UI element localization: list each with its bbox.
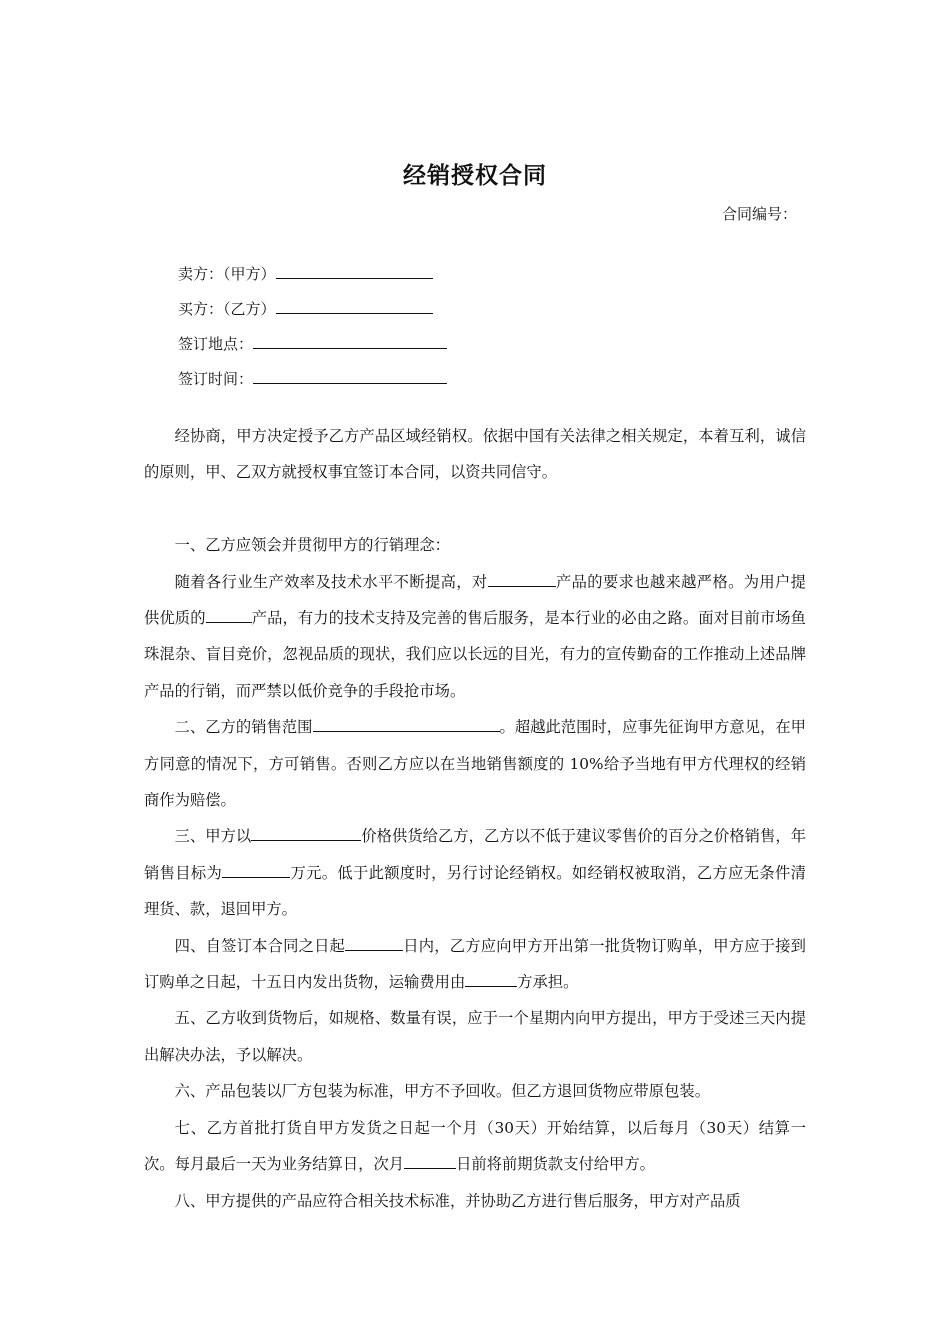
clause-5-paragraph: 五、乙方收到货物后，如规格、数量有误，应于一个星期内向甲方提出，甲方于受述三天内提出解决办法，予以解决。	[144, 1009, 806, 1064]
clause-7-text-b: 日前将前期货款支付给甲方。	[456, 1155, 655, 1174]
clause-8-paragraph: 八、甲方提供的产品应符合相关技术标准，并协助乙方进行售后服务，甲方对产品质	[174, 1191, 741, 1210]
contract-body	[144, 418, 806, 1219]
clause-1-paragraph	[144, 564, 806, 710]
clause-1-text-a: 随着各行业生产效率及技术水平不断提高，对	[174, 572, 488, 591]
place-blank	[253, 332, 447, 349]
clause-3-paragraph	[144, 818, 806, 927]
buyer-label: 买方：（乙方）	[178, 300, 276, 318]
contract-number-label: 合同编号：	[721, 205, 797, 223]
buyer-line	[178, 297, 433, 319]
sales-target-blank	[222, 863, 290, 878]
clause-4-text-a: 四、自签订本合同之日起	[174, 936, 346, 955]
time-blank	[253, 367, 447, 384]
payment-day-blank	[404, 1154, 456, 1169]
product-name-blank	[488, 572, 556, 587]
clause-2-paragraph	[144, 709, 806, 818]
seller-label: 卖方：（甲方）	[178, 265, 276, 283]
buyer-blank	[276, 297, 433, 314]
document-title: 经销授权合同	[403, 163, 547, 189]
intro-paragraph: 经协商，甲方决定授予乙方产品区域经销权。依据中国有关法律之相关规定，本着互利，诚信的原则，甲、乙双方就授权事宜签订本合同，以资共同信守。	[144, 427, 806, 482]
supply-price-blank	[251, 826, 361, 841]
product-quality-blank	[206, 608, 252, 623]
clause-4-text-c: 方承担。	[517, 973, 579, 992]
clause-1-title: 一、乙方应领会并贯彻甲方的行销理念：	[174, 536, 450, 555]
freight-party-blank	[465, 972, 517, 987]
sales-range-blank	[313, 717, 500, 732]
clause-2-text-a: 二、乙方的销售范围	[174, 718, 313, 737]
seller-line	[178, 262, 433, 284]
time-label: 签订时间：	[178, 370, 254, 388]
clause-4-paragraph	[144, 928, 806, 1001]
clause-4-text-b: 日内，乙方应向甲方开出第一批货物订购单，甲方应于接到订购单之日起，十五日内发出货物，运输费用由	[144, 936, 806, 992]
clause-3-text-b: 价格供货给乙方，乙方以不低于建议零售价的百分之价格销售，年销售目标为	[144, 827, 806, 882]
clause-7-paragraph	[144, 1110, 806, 1183]
order-days-blank	[345, 936, 403, 951]
place-label: 签订地点：	[178, 335, 254, 353]
clause-3-text-a: 三、甲方以	[174, 827, 252, 846]
time-line	[178, 367, 447, 389]
spacer	[144, 491, 806, 527]
clause-1-text-c: 产品，有力的技术支持及完善的售后服务，是本行业的必由之路。面对目前市场鱼珠混杂、盲目竞价，忽视品质的现状，我们应以长远的目光，有力的宣传勤奋的工作推动上述品牌产品的行销，而严禁以低价竞争的手段抢市场。	[144, 609, 806, 700]
clause-3-text-c: 万元。低于此额度时，另行讨论经销权。如经销权被取消，乙方应无条件清理货、款，退回甲方。	[144, 863, 806, 919]
clause-1-text-b: 产品的要求也越来越严格。为用户提供优质的	[144, 572, 806, 628]
seller-blank	[276, 262, 433, 279]
clause-7-text-a: 七、乙方首批打货自甲方发货之日起一个月（30天）开始结算，以后每月（30天）结算一次。每月最后一天为业务结算日，次月	[144, 1118, 806, 1174]
place-line	[178, 332, 447, 354]
clause-2-text-b: 。超越此范围时，应事先征询甲方意见，在甲方同意的情况下，方可销售。否则乙方应以在当地销售额度的 10%给予当地有甲方代理权的经销商作为赔偿。	[144, 718, 806, 810]
clause-6-paragraph: 六、产品包装以厂方包装为标准，甲方不予回收。但乙方退回货物应带原包装。	[174, 1082, 710, 1101]
